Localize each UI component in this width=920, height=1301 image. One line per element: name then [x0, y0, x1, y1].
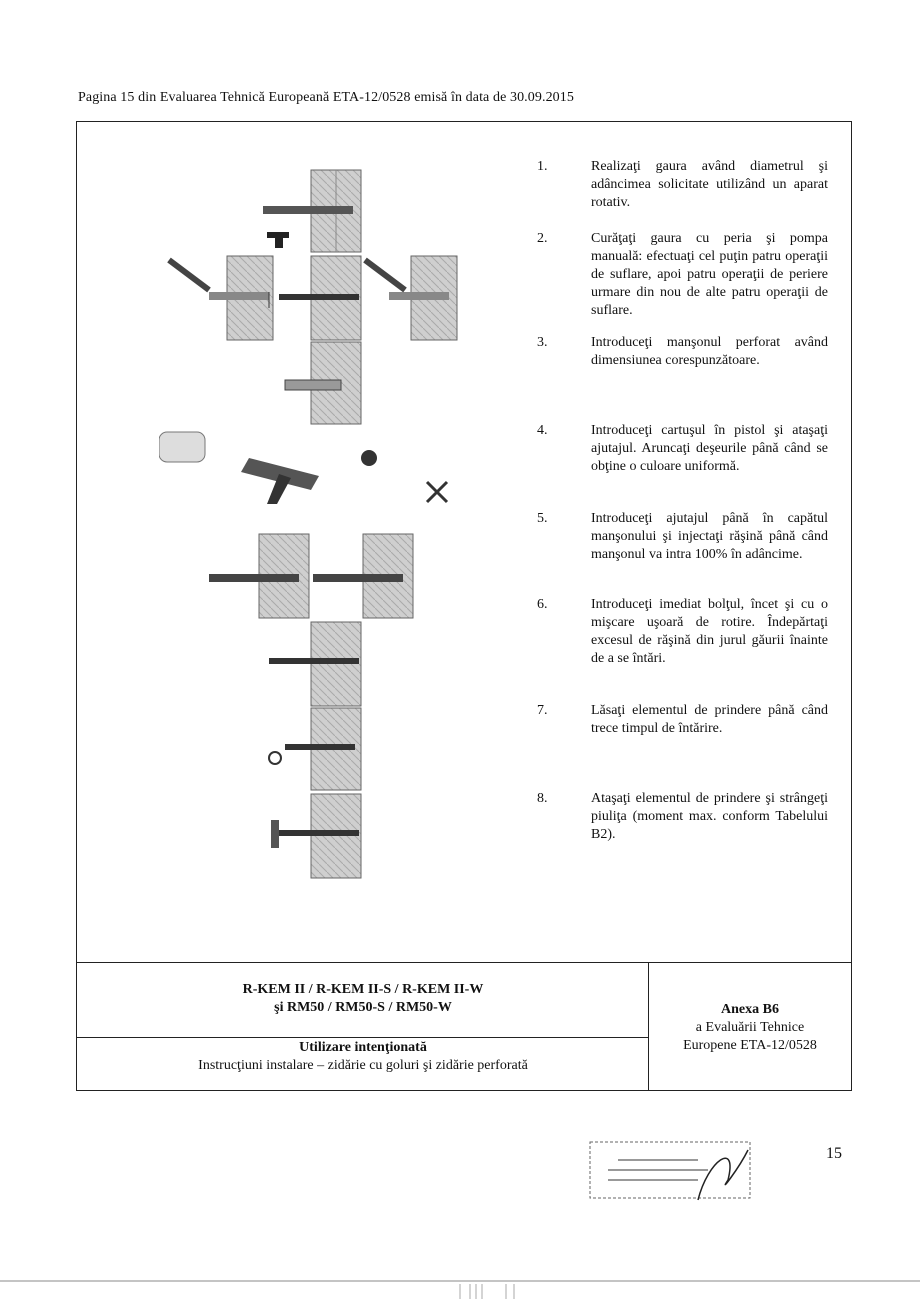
footer-annex-cell: [649, 963, 851, 1091]
step3-sleeve-illustration: [285, 342, 361, 424]
step-item: [537, 596, 837, 668]
step-text: Realizaţi gaura având diametrul şi adâncimea solicitate utilizând un aparat rotativ.: [591, 159, 828, 210]
step-text: Introduceţi manşonul perforat având dimensiunea corespunzătoare.: [591, 335, 828, 368]
intended-use-description: Instrucţiuni instalare – zidărie cu goluri şi zidărie perforată: [198, 1058, 528, 1073]
annex-line-3: Europene ETA-12/0528: [683, 1038, 817, 1053]
translator-stamp-signature: [588, 1140, 754, 1202]
step-item: [537, 510, 837, 564]
step4-gun-illustration: [159, 432, 447, 504]
step8-tighten-illustration: [271, 794, 361, 878]
installation-illustrations: [159, 128, 559, 948]
footer-box: [77, 962, 851, 1091]
annex-title: Anexa B6: [721, 1002, 779, 1017]
step-text: Lăsaţi elementul de prindere până când trece timpul de întărire.: [591, 703, 828, 736]
step-number: 2.: [537, 231, 548, 246]
step-text: Curăţaţi gaura cu peria şi pompa manuală: efectuaţi cel puţin patru operaţii de suflare, apoi patru operaţii de periere urmare din nou de alte patru operaţii de suflare.: [591, 231, 828, 318]
step-text: Introduceţi cartuşul în pistol şi ataşaţi ajutajul. Aruncaţi deşeurile până când se obţine o culoare uniformă.: [591, 423, 828, 474]
step2-clean-illustration: [169, 256, 457, 340]
product-names: [77, 981, 649, 1017]
intended-use-title: Utilizare intenţionată: [299, 1040, 427, 1055]
step-number: 4.: [537, 423, 548, 438]
step-text: Introduceţi ajutajul până în capătul manşonului şi injectaţi răşină până când manşonul va intra 100% în adâncime.: [591, 511, 828, 562]
step-text: Introduceţi imediat bolţul, încet şi cu o mişcare uşoară de rotire. Îndepărtaţi excesul de răşină din jurul găurii înainte de a se întări.: [591, 597, 828, 666]
page-header: Pagina 15 din Evaluarea Tehnică Europeană ETA-12/0528 emisă în data de 30.09.2015: [78, 90, 574, 105]
step5-inject-illustration: [209, 534, 413, 618]
step-number: 6.: [537, 597, 548, 612]
footer-divider: [77, 1037, 649, 1038]
step-number: 1.: [537, 159, 548, 174]
footer-product-cell: [77, 963, 649, 1091]
product-line-2: şi RM50 / RM50-S / RM50-W: [274, 1000, 452, 1015]
step-number: 3.: [537, 335, 548, 350]
annex-line-2: a Evaluării Tehnice: [695, 1020, 805, 1035]
product-line-1: R-KEM II / R-KEM II-S / R-KEM II-W: [242, 982, 484, 997]
step-item: [537, 334, 837, 370]
step1-drill-illustration: [263, 170, 361, 252]
step-number: 5.: [537, 511, 548, 526]
step-item: [537, 230, 837, 320]
step-item: [537, 790, 837, 844]
step-item: [537, 158, 837, 212]
step-text: Ataşaţi elementul de prindere şi strângeţi piuliţa (moment max. conform Tabelului B2).: [591, 791, 828, 842]
page-number: 15: [826, 1145, 842, 1162]
step-number: 8.: [537, 791, 548, 806]
step-number: 7.: [537, 703, 548, 718]
step6-rod-illustration: [269, 622, 361, 706]
step-item: [537, 422, 837, 476]
step-item: [537, 702, 837, 738]
step7-cure-illustration: [269, 708, 361, 790]
bottom-scan-line: [0, 1280, 920, 1301]
instruction-frame: [76, 121, 852, 1091]
